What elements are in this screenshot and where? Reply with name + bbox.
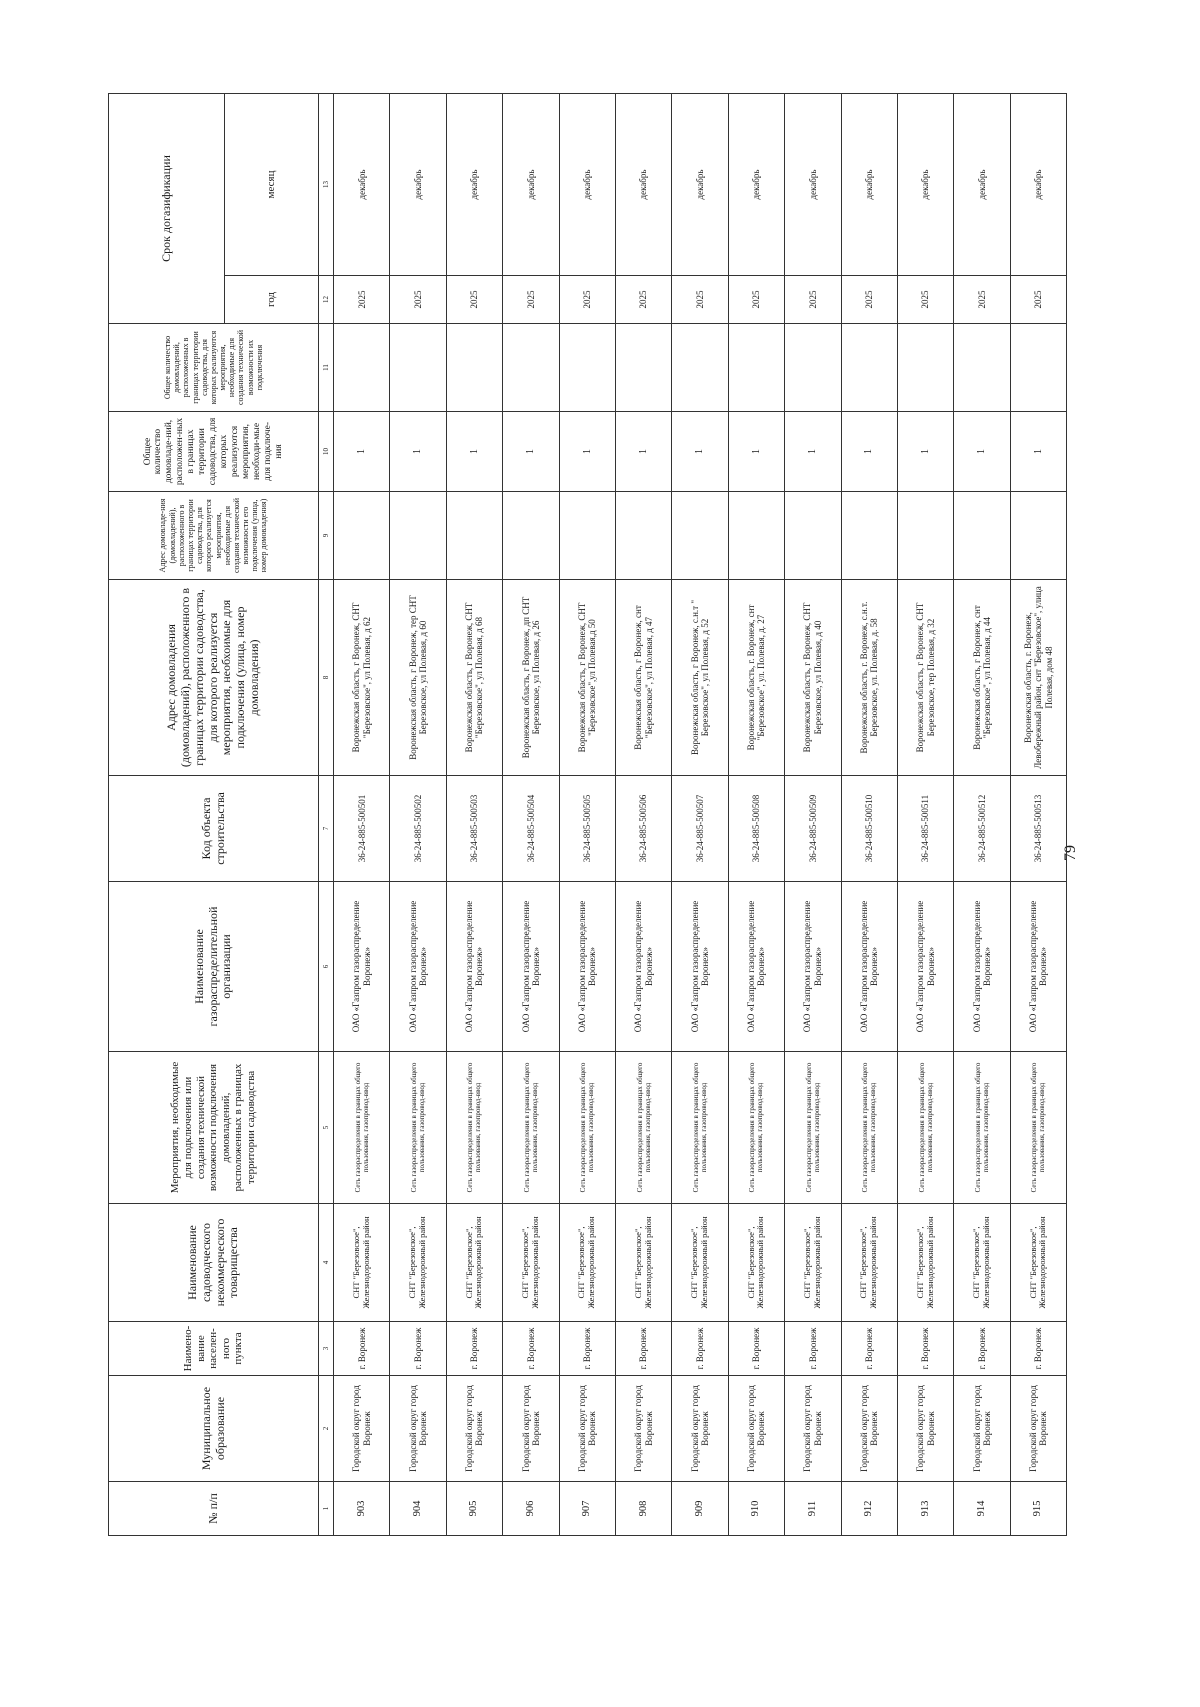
address-tech-cell [559,492,615,580]
address-cell: Воронежская область, г Воронеж, СНТ Березовское, ул Полевая, д 40 [785,580,841,776]
column-number: 9 [319,492,334,580]
activity-cell: Сеть газораспределения в границах общего пользования, газопровод-ввод [785,1052,841,1204]
object-code-cell: 36-24-885-500507 [672,776,728,882]
year-cell: 2025 [503,276,559,324]
header-address-connect: Адрес домовладения (домовладений), расположенного в границах территории садоводства, для которого реализуется мероприятия, необхоимые для подключения (улица, номер домовладения) [109,580,319,776]
address-cell: Воронежская область, г Воронеж, тер СНТ Березовское, ул Полевая, д 60 [390,580,446,776]
row-number: 903 [334,1482,390,1536]
row-number: 909 [672,1482,728,1536]
snt-cell: СНТ "Березовское", Железнодорожный район [841,1204,897,1322]
column-number: 4 [319,1204,334,1322]
month-cell: декабрь [841,93,897,275]
row-number: 907 [559,1482,615,1536]
address-cell: Воронежская область, г Воронеж, снт "Березовское", ул Полевая, д 44 [954,580,1010,776]
object-code-cell: 36-24-885-500510 [841,776,897,882]
activity-cell: Сеть газораспределения в границах общего пользования, газопровод-ввод [446,1052,502,1204]
header-num: № п/п [109,1482,319,1536]
header-count-connect: Общее количество домовладе-ний, расположен-ных в границах территории садоводства, для которых реализуются мероприятия, необходи-мые для подключе-ния [109,412,319,492]
activity-cell: Сеть газораспределения в границах общего пользования, газопровод-ввод [841,1052,897,1204]
address-cell: Воронежская область, г Воронеж, снт "Березовское", ул Полевая, д 47 [615,580,671,776]
locality-cell: г. Воронеж [446,1322,502,1376]
header-locality: Наимено-вание населен-ного пункта [109,1322,319,1376]
locality-cell: г. Воронеж [785,1322,841,1376]
organization-cell: ОАО «Газпром газораспределение Воронеж» [559,882,615,1052]
snt-cell: СНТ "Березовское", Железнодорожный район [672,1204,728,1322]
municipality-cell: Городской округ город Воронеж [390,1376,446,1482]
row-number: 905 [446,1482,502,1536]
table-row [559,93,615,1535]
table-row [954,93,1010,1535]
count-tech-cell [1010,324,1066,412]
row-number: 912 [841,1482,897,1536]
organization-cell: ОАО «Газпром газораспределение Воронеж» [1010,882,1066,1052]
count-connect-cell: 1 [559,412,615,492]
row-number: 913 [897,1482,953,1536]
activity-cell: Сеть газораспределения в границах общего пользования, газопровод-ввод [1010,1052,1066,1204]
header-object-code: Код объекта строительства [109,776,319,882]
activity-cell: Сеть газораспределения в границах общего пользования, газопровод-ввод [559,1052,615,1204]
address-tech-cell [897,492,953,580]
organization-cell: ОАО «Газпром газораспределение Воронеж» [503,882,559,1052]
count-connect-cell: 1 [503,412,559,492]
count-tech-cell [672,324,728,412]
object-code-cell: 36-24-885-500509 [785,776,841,882]
month-cell: декабрь [559,93,615,275]
column-number: 3 [319,1322,334,1376]
snt-cell: СНТ "Березовское", Железнодорожный район [446,1204,502,1322]
year-cell: 2025 [446,276,502,324]
municipality-cell: Городской округ город Воронеж [728,1376,784,1482]
address-tech-cell [728,492,784,580]
object-code-cell: 36-24-885-500504 [503,776,559,882]
table-row [728,93,784,1535]
count-tech-cell [334,324,390,412]
address-cell: Воронежская область, г Воронеж, СНТ Березовское, тер Полевая, д 32 [897,580,953,776]
locality-cell: г. Воронеж [559,1322,615,1376]
year-cell: 2025 [728,276,784,324]
table-body [334,93,1067,1535]
column-number: 5 [319,1052,334,1204]
snt-cell: СНТ "Березовское", Железнодорожный район [954,1204,1010,1322]
municipality-cell: Городской округ город Воронеж [446,1376,502,1482]
header-snt: Наименование садоводческого некоммерческого товарищества [109,1204,319,1322]
address-cell: Воронежская область, г. Воронеж, Левобережный район, снт "Березовское", улица Полевая, дом 48 [1010,580,1066,776]
locality-cell: г. Воронеж [897,1322,953,1376]
year-cell: 2025 [615,276,671,324]
header-municipality: Муниципальное образование [109,1376,319,1482]
object-code-cell: 36-24-885-500502 [390,776,446,882]
locality-cell: г. Воронеж [615,1322,671,1376]
column-number: 2 [319,1376,334,1482]
address-tech-cell [1010,492,1066,580]
snt-cell: СНТ "Березовское", Железнодорожный район [390,1204,446,1322]
count-tech-cell [728,324,784,412]
locality-cell: г. Воронеж [1010,1322,1066,1376]
object-code-cell: 36-24-885-500505 [559,776,615,882]
activity-cell: Сеть газораспределения в границах общего пользования, газопровод-ввод [954,1052,1010,1204]
municipality-cell: Городской округ город Воронеж [672,1376,728,1482]
header-organization: Наименование газораспределительной организации [109,882,319,1052]
municipality-cell: Городской округ город Воронеж [785,1376,841,1482]
address-tech-cell [841,492,897,580]
column-number: 11 [319,324,334,412]
locality-cell: г. Воронеж [841,1322,897,1376]
count-tech-cell [954,324,1010,412]
count-connect-cell: 1 [728,412,784,492]
organization-cell: ОАО «Газпром газораспределение Воронеж» [672,882,728,1052]
header-term-month: месяц [225,93,319,275]
table-row [615,93,671,1535]
year-cell: 2025 [334,276,390,324]
column-number: 8 [319,580,334,776]
year-cell: 2025 [672,276,728,324]
row-number: 908 [615,1482,671,1536]
column-number: 13 [319,93,334,275]
table-row [1010,93,1066,1535]
snt-cell: СНТ "Березовское", Железнодорожный район [334,1204,390,1322]
organization-cell: ОАО «Газпром газораспределение Воронеж» [446,882,502,1052]
month-cell: декабрь [615,93,671,275]
header-activity: Мероприятия, необходимые для подключения или создания технической возможности подключения домовладений, расположенных в границах территории садоводства [109,1052,319,1204]
table-row [841,93,897,1535]
municipality-cell: Городской округ город Воронеж [1010,1376,1066,1482]
organization-cell: ОАО «Газпром газораспределение Воронеж» [728,882,784,1052]
address-tech-cell [785,492,841,580]
table-row [785,93,841,1535]
address-tech-cell [446,492,502,580]
snt-cell: СНТ "Березовское", Железнодорожный район [785,1204,841,1322]
address-tech-cell [615,492,671,580]
table-row [390,93,446,1535]
year-cell: 2025 [559,276,615,324]
count-tech-cell [841,324,897,412]
table-row [672,93,728,1535]
count-tech-cell [503,324,559,412]
municipality-cell: Городской округ город Воронеж [897,1376,953,1482]
count-tech-cell [615,324,671,412]
month-cell: декабрь [390,93,446,275]
month-cell: декабрь [728,93,784,275]
municipality-cell: Городской округ город Воронеж [615,1376,671,1482]
registry-table [108,93,1067,1536]
year-cell: 2025 [1010,276,1066,324]
count-tech-cell [785,324,841,412]
year-cell: 2025 [897,276,953,324]
locality-cell: г. Воронеж [672,1322,728,1376]
activity-cell: Сеть газораспределения в границах общего пользования, газопровод-ввод [334,1052,390,1204]
snt-cell: СНТ "Березовское", Железнодорожный район [1010,1204,1066,1322]
month-cell: декабрь [446,93,502,275]
page-number: 79 [1062,845,1079,861]
row-number: 911 [785,1482,841,1536]
year-cell: 2025 [841,276,897,324]
count-connect-cell: 1 [897,412,953,492]
locality-cell: г. Воронеж [503,1322,559,1376]
locality-cell: г. Воронеж [390,1322,446,1376]
column-number: 7 [319,776,334,882]
municipality-cell: Городской округ город Воронеж [503,1376,559,1482]
count-tech-cell [390,324,446,412]
header-term-group: Срок догазификации [109,93,225,323]
organization-cell: ОАО «Газпром газораспределение Воронеж» [954,882,1010,1052]
activity-cell: Сеть газораспределения в границах общего пользования, газопровод-ввод [728,1052,784,1204]
count-connect-cell: 1 [446,412,502,492]
count-connect-cell: 1 [954,412,1010,492]
municipality-cell: Городской округ город Воронеж [954,1376,1010,1482]
month-cell: декабрь [672,93,728,275]
row-number: 906 [503,1482,559,1536]
snt-cell: СНТ "Березовское", Железнодорожный район [559,1204,615,1322]
count-connect-cell: 1 [390,412,446,492]
locality-cell: г. Воронеж [954,1322,1010,1376]
organization-cell: ОАО «Газпром газораспределение Воронеж» [841,882,897,1052]
activity-cell: Сеть газораспределения в границах общего пользования, газопровод-ввод [897,1052,953,1204]
month-cell: декабрь [334,93,390,275]
header-count-tech: Общее количество домовладений, расположенных в границах территории садоводства, для которых реализуются мероприятия, необходимые для создания технической возможности их подключения [109,324,319,412]
count-connect-cell: 1 [1010,412,1066,492]
year-cell: 2025 [954,276,1010,324]
object-code-cell: 36-24-885-500501 [334,776,390,882]
header-term-year: год [225,276,319,324]
municipality-cell: Городской округ город Воронеж [334,1376,390,1482]
locality-cell: г. Воронеж [728,1322,784,1376]
activity-cell: Сеть газораспределения в границах общего пользования, газопровод-ввод [503,1052,559,1204]
year-cell: 2025 [785,276,841,324]
snt-cell: СНТ "Березовское", Железнодорожный район [503,1204,559,1322]
table-row [334,93,390,1535]
locality-cell: г. Воронеж [334,1322,390,1376]
organization-cell: ОАО «Газпром газораспределение Воронеж» [897,882,953,1052]
month-cell: декабрь [897,93,953,275]
address-tech-cell [334,492,390,580]
month-cell: декабрь [954,93,1010,275]
activity-cell: Сеть газораспределения в границах общего пользования, газопровод-ввод [390,1052,446,1204]
snt-cell: СНТ "Березовское", Железнодорожный район [897,1204,953,1322]
address-cell: Воронежская область, г. Воронеж, с.н.т. Березовское, ул. Полевая, д. 58 [841,580,897,776]
header-address-tech: Адрес домовладе-ния (домовладений), расположенного в границах территории садоводства, для которого реализуется мероприятия, необходимые для создания технической возможности его подключения (улица, номер домовладения) [109,492,319,580]
header-row-main [109,93,225,1535]
row-number: 914 [954,1482,1010,1536]
object-code-cell: 36-24-885-500511 [897,776,953,882]
table-row [446,93,502,1535]
address-tech-cell [503,492,559,580]
object-code-cell: 36-24-885-500506 [615,776,671,882]
object-code-cell: 36-24-885-500508 [728,776,784,882]
organization-cell: ОАО «Газпром газораспределение Воронеж» [615,882,671,1052]
table-row [897,93,953,1535]
address-cell: Воронежская область, г. Воронеж, снт "Березовское", ул. Полевая, д. 27 [728,580,784,776]
column-number-row [319,93,334,1535]
column-number: 12 [319,276,334,324]
address-tech-cell [672,492,728,580]
address-tech-cell [954,492,1010,580]
address-cell: Воронежская область, г Воронеж, СНТ "Березовское",ул Полевая,д 50 [559,580,615,776]
municipality-cell: Городской округ город Воронеж [841,1376,897,1482]
month-cell: декабрь [1010,93,1066,275]
organization-cell: ОАО «Газпром газораспределение Воронеж» [390,882,446,1052]
object-code-cell: 36-24-885-500512 [954,776,1010,882]
activity-cell: Сеть газораспределения в границах общего пользования, газопровод-ввод [672,1052,728,1204]
municipality-cell: Городской округ город Воронеж [559,1376,615,1482]
address-cell: Воронежская область, г Воронеж, с.н.т " Березовское", ул Полевая, д 52 [672,580,728,776]
count-tech-cell [446,324,502,412]
count-tech-cell [559,324,615,412]
year-cell: 2025 [390,276,446,324]
table-row [503,93,559,1535]
count-connect-cell: 1 [672,412,728,492]
address-cell: Воронежская область, г Воронеж, дп СНТ Березовское, ул Полевая, д 26 [503,580,559,776]
object-code-cell: 36-24-885-500503 [446,776,502,882]
activity-cell: Сеть газораспределения в границах общего пользования, газопровод-ввод [615,1052,671,1204]
snt-cell: СНТ "Березовское", Железнодорожный район [615,1204,671,1322]
column-number: 10 [319,412,334,492]
address-tech-cell [390,492,446,580]
address-cell: Воронежская область, г Воронеж, СНТ "Березовское", ул Полевая, д 62 [334,580,390,776]
count-connect-cell: 1 [615,412,671,492]
column-number: 1 [319,1482,334,1536]
row-number: 904 [390,1482,446,1536]
organization-cell: ОАО «Газпром газораспределение Воронеж» [334,882,390,1052]
row-number: 915 [1010,1482,1066,1536]
count-connect-cell: 1 [334,412,390,492]
count-connect-cell: 1 [841,412,897,492]
snt-cell: СНТ "Березовское", Железнодорожный район [728,1204,784,1322]
column-number: 6 [319,882,334,1052]
month-cell: декабрь [785,93,841,275]
address-cell: Воронежская область, г Воронеж, СНТ "Березовское", ул Полевая, д 68 [446,580,502,776]
month-cell: декабрь [503,93,559,275]
count-tech-cell [897,324,953,412]
count-connect-cell: 1 [785,412,841,492]
row-number: 910 [728,1482,784,1536]
object-code-cell: 36-24-885-500513 [1010,776,1066,882]
organization-cell: ОАО «Газпром газораспределение Воронеж» [785,882,841,1052]
